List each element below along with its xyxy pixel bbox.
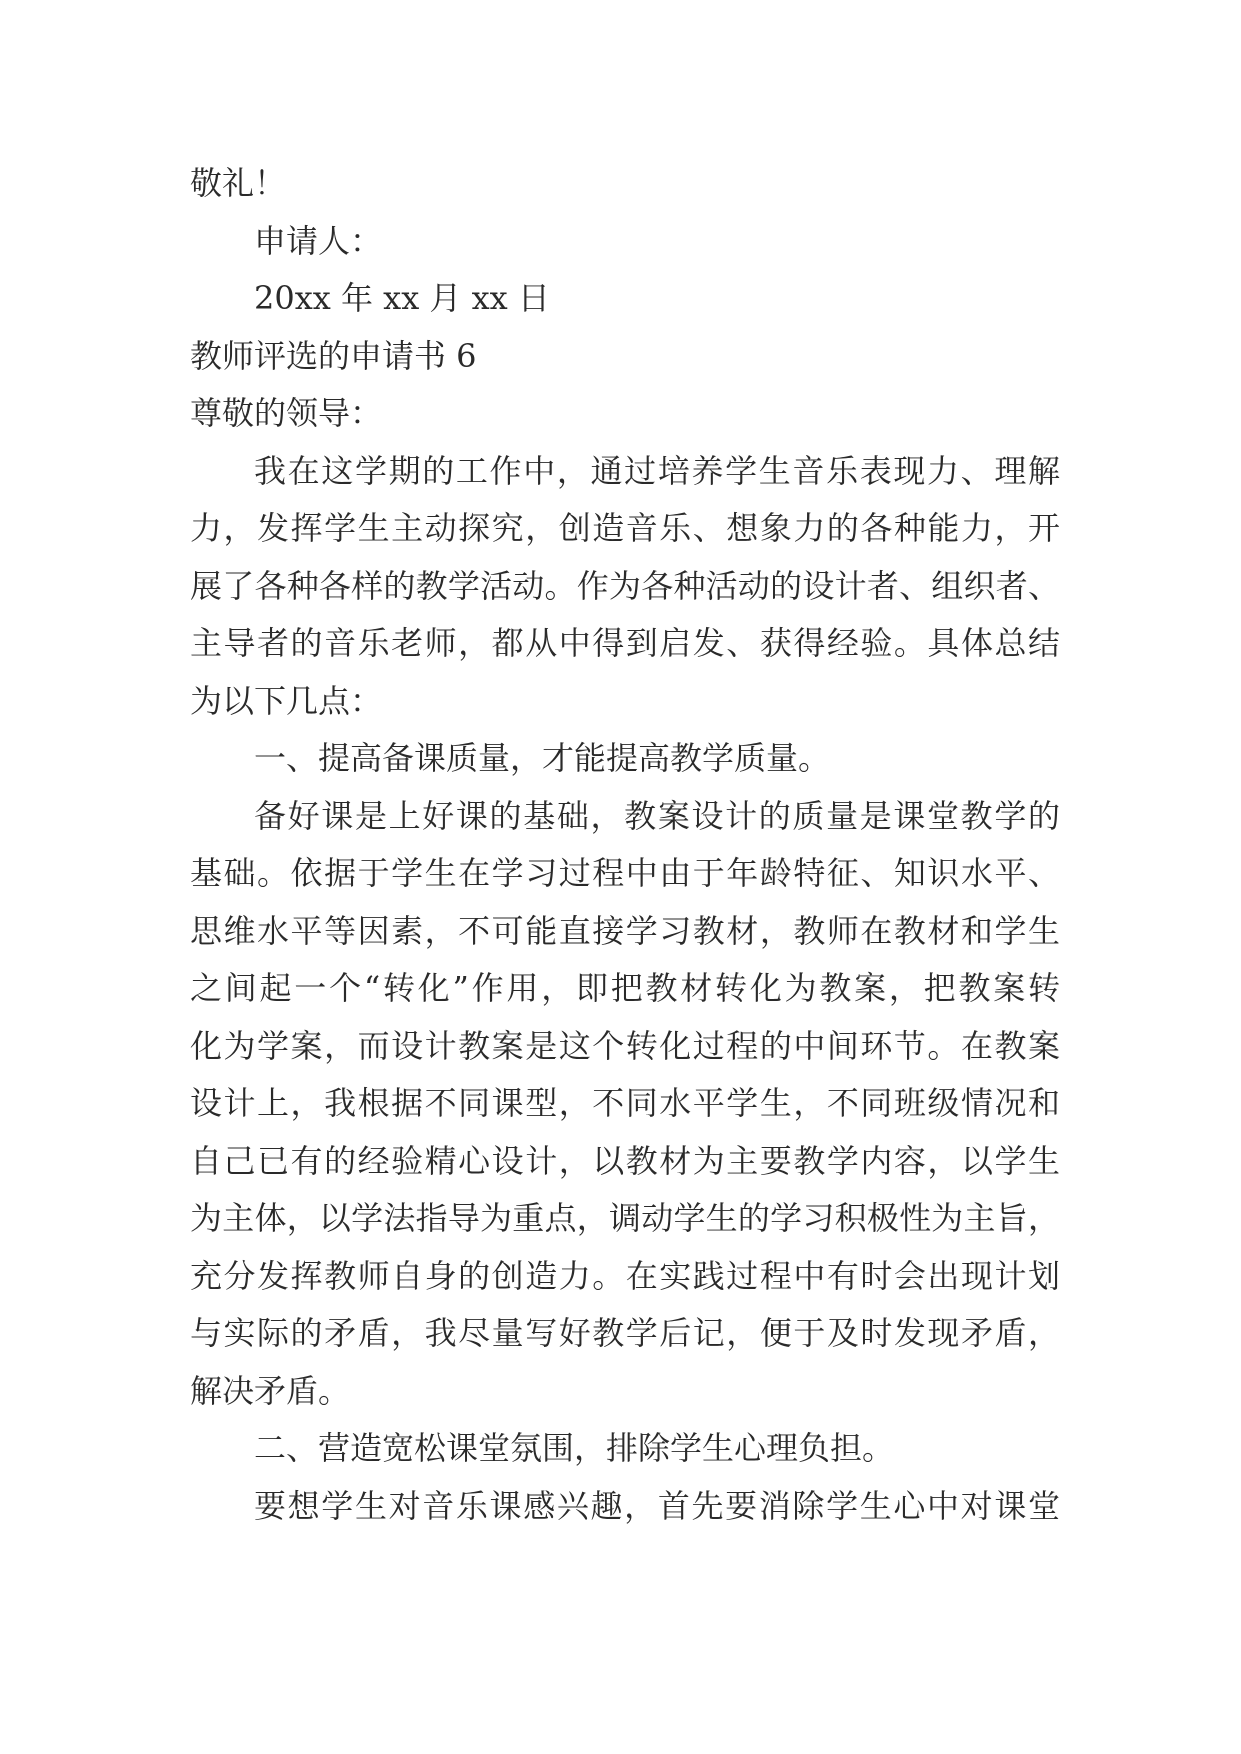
greeting: 尊敬的领导： (190, 394, 383, 432)
paragraph-line: 为以下几点： (190, 681, 383, 720)
paragraph-line: 思维水平等因素，不可能直接学习教材，教师在教材和学生 (190, 911, 1060, 950)
paragraph-line: 展了各种各样的教学活动。作为各种活动的设计者、组织者、 (190, 566, 1060, 605)
paragraph-line: 基础。依据于学生在学习过程中由于年龄特征、知识水平、 (190, 854, 1060, 892)
application-date: 20xx 年 xx 月 xx 日 (254, 279, 550, 317)
section-heading: 二、营造宽松课堂氛围，排除学生心理负担。 (254, 1429, 895, 1467)
paragraph-line: 主导者的音乐老师，都从中得到启发、获得经验。具体总结 (190, 624, 1060, 662)
paragraph-line: 自己已有的经验精心设计，以教材为主要教学内容，以学生 (190, 1141, 1060, 1180)
paragraph-line: 备好课是上好课的基础，教案设计的质量是课堂教学的 (254, 796, 1060, 835)
paragraph-line: 力，发挥学生主动探究，创造音乐、想象力的各种能力，开 (190, 509, 1060, 547)
paragraph-line: 之间起一个“转化”作用，即把教材转化为教案，把教案转 (190, 969, 1060, 1007)
document-body (190, 155, 1060, 1535)
paragraph-line: 设计上，我根据不同课型，不同水平学生，不同班级情况和 (190, 1084, 1060, 1122)
paragraph-line: 我在这学期的工作中，通过培养学生音乐表现力、理解 (254, 451, 1060, 490)
document-title: 教师评选的申请书 6 (190, 336, 477, 375)
paragraph-line: 为主体，以学法指导为重点，调动学生的学习积极性为主旨， (190, 1199, 1060, 1237)
applicant-label: 申请人： (254, 221, 383, 260)
closing-salute: 敬礼！ (190, 164, 287, 202)
paragraph-line: 化为学案，而设计教案是这个转化过程的中间环节。在教案 (190, 1026, 1060, 1065)
paragraph-line: 解决矛盾。 (190, 1371, 351, 1410)
paragraph-line: 充分发挥教师自身的创造力。在实践过程中有时会出现计划 (190, 1256, 1060, 1295)
section-heading: 一、提高备课质量，才能提高教学质量。 (254, 739, 831, 777)
paragraph-line: 要想学生对音乐课感兴趣，首先要消除学生心中对课堂 (254, 1486, 1060, 1525)
paragraph-line: 与实际的矛盾，我尽量写好教学后记，便于及时发现矛盾， (190, 1314, 1060, 1352)
